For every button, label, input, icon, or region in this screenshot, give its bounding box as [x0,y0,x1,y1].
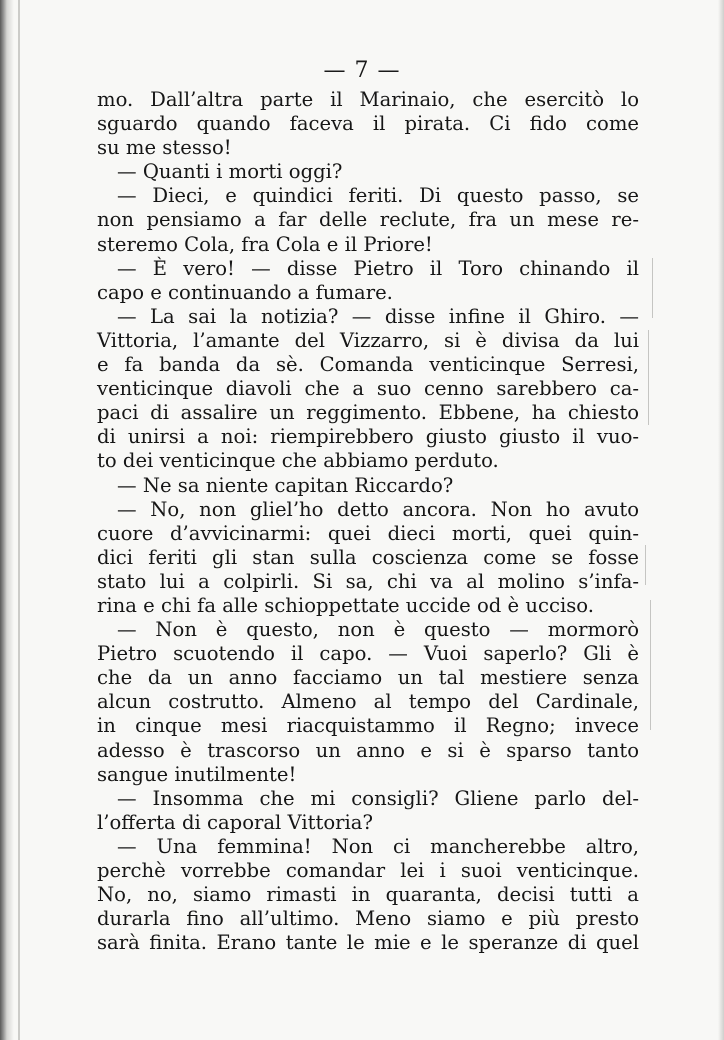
text-line: e fa banda da sè. Comanda venticinque Serresi, [97,353,639,377]
text-line: in cinque mesi riacquistammo il Regno; invece [97,714,639,738]
page-right-edge [718,0,724,1040]
text-line: che da un anno facciamo un tal mestiere senza [97,666,639,690]
text-line: alcun costrutto. Almeno al tempo del Cardinale, [97,690,639,714]
text-line: — La sai la notizia? — disse infine il Ghiro. — [117,304,639,328]
text-line: paci di assalire un reggimento. Ebbene, ha chiesto [97,401,639,425]
body-text [97,88,639,955]
text-line: — Una femmina! Non ci mancherebbe altro, [117,834,639,858]
text-line: — Dieci, e quindici feriti. Di questo passo, se [117,184,639,208]
page-number: — 7 — [323,58,401,83]
text-line: No, no, siamo rimasti in quaranta, decisi tutti a [97,883,639,907]
text-line: Vittoria, l’amante del Vizzarro, si è divisa da lui [97,328,639,352]
text-line: stato lui a colpirli. Si sa, chi va al molino s’infa- [97,569,639,593]
margin-pencil-mark [652,258,653,318]
text-line: dici feriti gli stan sulla coscienza come se fosse [97,545,639,569]
text-line: l’offerta di caporal Vittoria? [97,810,373,834]
text-line: su me stesso! [97,136,232,160]
text-line: — Non è questo, non è questo — mormorò [117,618,639,642]
margin-pencil-mark [650,600,651,730]
text-line: sangue inutilmente! [97,762,297,786]
text-line: rina e chi fa alle schioppettate uccide od è ucciso. [97,593,594,617]
text-line: adesso è trascorso un anno e si è sparso tanto [97,738,639,762]
text-line: cuore d’avvicinarmi: quei dieci morti, quei quin- [97,521,639,545]
text-line: capo e continuando a fumare. [97,280,393,304]
text-line: — Ne sa niente capitan Riccardo? [117,473,454,497]
text-line: sguardo quando faceva il pirata. Ci fido come [97,112,639,136]
binding-edge [0,0,14,1040]
text-line: venticinque diavoli che a suo cenno sarebbero ca- [97,377,639,401]
text-line: — Quanti i morti oggi? [117,160,343,184]
margin-pencil-mark [645,545,646,585]
text-line: perchè vorrebbe comandar lei i suoi venticinque. [97,859,639,882]
text-line: — È vero! — disse Pietro il Toro chinando il [117,256,639,280]
text-line: sarà finita. Erano tante le mie e le speranze di quel [97,931,639,955]
text-line: steremo Cola, fra Cola e il Priore! [97,232,433,256]
text-line: di unirsi a noi: riempirebbero giusto giusto il vuo- [97,425,639,449]
text-line: to dei venticinque che abbiamo perduto. [97,449,499,473]
text-line: — Insomma che mi consigli? Gliene parlo del- [117,786,639,810]
binding-line [18,0,20,1040]
text-line: durarla fino all’ultimo. Meno siamo e più presto [97,907,639,931]
text-line: non pensiamo a far delle reclute, fra un mese re- [97,208,639,232]
margin-pencil-mark [648,330,649,425]
text-line: — No, non gliel’ho detto ancora. Non ho avuto [117,497,639,521]
text-line: Pietro scuotendo il capo. — Vuoi saperlo? Gli è [97,642,639,666]
text-line: mo. Dall’altra parte il Marinaio, che esercitò lo [97,88,639,111]
